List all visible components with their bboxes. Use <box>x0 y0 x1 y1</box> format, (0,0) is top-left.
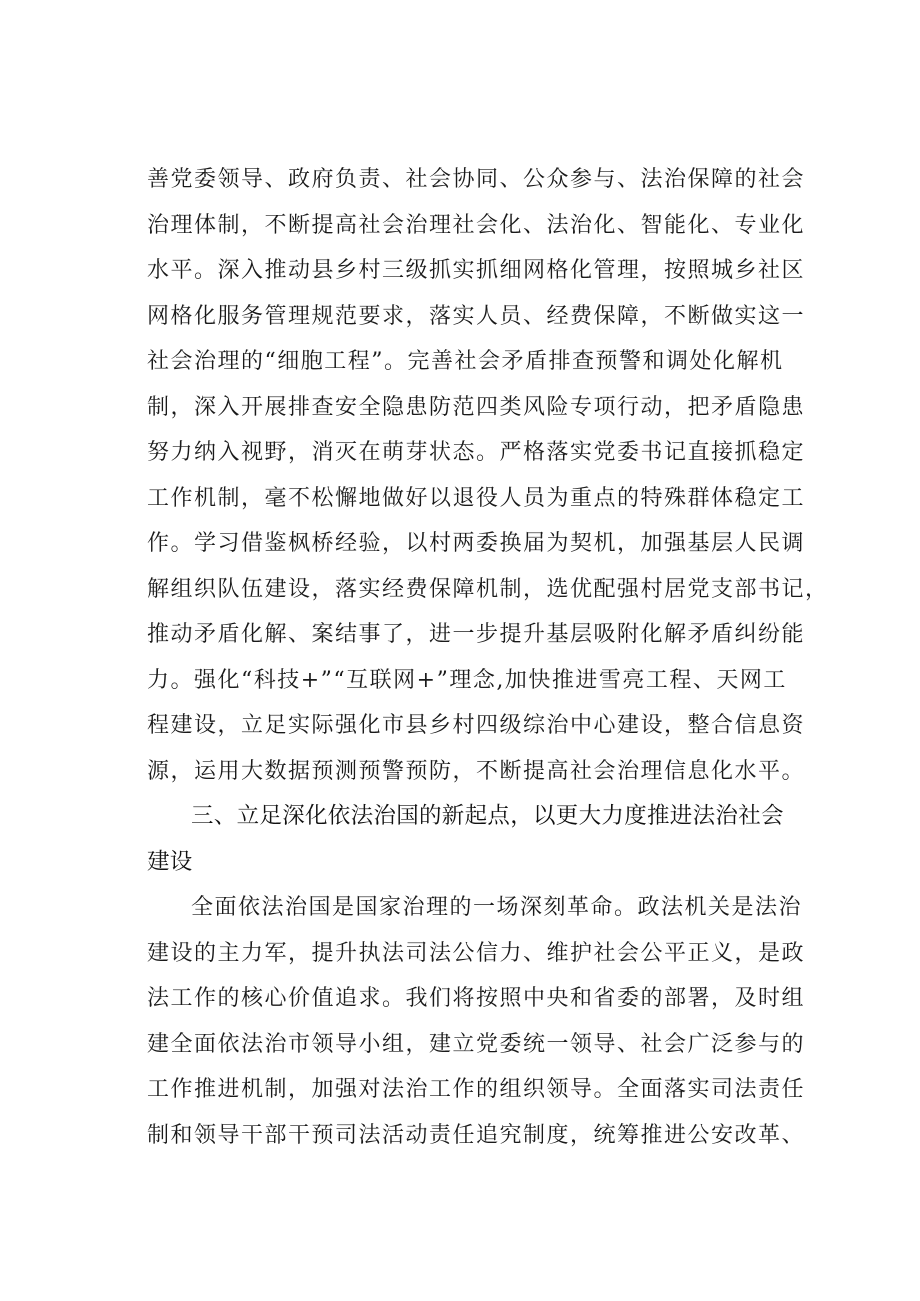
text-line: 水平。深入推动县乡村三级抓实抓细网格化管理，按照城乡社区 <box>147 258 806 283</box>
text-line: 力。强化“科技+”“互联网+”理念,加快推进雪亮工程、天网工 <box>147 667 787 693</box>
text-line: 网格化服务管理规范要求，落实人员、经费保障，不断做实这一 <box>147 303 806 329</box>
paragraph-social-governance <box>147 157 829 794</box>
section-heading-3 <box>147 794 807 885</box>
text-line: 程建设，立足实际强化市县乡村四级综治中心建设，整合信息资 <box>147 713 806 738</box>
text-line: 善党委领导、政府负责、社会协同、公众参与、法治保障的社会 <box>147 167 806 192</box>
text-line: 作。学习借鉴枫桥经验，以村两委换届为契机，加强基层人民调 <box>147 531 806 556</box>
text-line: 解组织队伍建设，落实经费保障机制，选优配强村居党支部书记， <box>147 576 829 602</box>
text-line: 源，运用大数据预测预警预防，不断提高社会治理信息化水平。 <box>147 758 806 784</box>
text-line: 法工作的核心价值追求。我们将按照中央和省委的部署，及时组 <box>147 986 806 1011</box>
text-line: 工作推进机制，加强对法治工作的组织领导。全面落实司法责任 <box>147 1077 806 1102</box>
heading-line: 三、立足深化依法治国的新起点，以更大力度推进法治社会 <box>191 803 784 829</box>
text-line: 制，深入开展排查安全隐患防范四类风险专项行动，把矛盾隐患 <box>147 394 806 420</box>
text-line: 建全面依法治市领导小组，建立党委统一领导、社会广泛参与的 <box>147 1031 806 1057</box>
document-body <box>147 157 829 1158</box>
text-line: 制和领导干部干预司法活动责任追究制度，统筹推进公安改革、 <box>147 1122 806 1148</box>
text-line: 全面依法治国是国家治理的一场深刻革命。政法机关是法治 <box>191 895 803 920</box>
text-line: 社会治理的“细胞工程”。完善社会矛盾排查预警和调处化解机 <box>147 349 784 374</box>
text-line: 建设的主力军，提升执法司法公信力、维护社会公平正义，是政 <box>147 940 806 966</box>
text-line: 推动矛盾化解、案结事了，进一步提升基层吸附化解矛盾纠纷能 <box>147 622 806 647</box>
text-line: 工作机制，毫不松懈地做好以退役人员为重点的特殊群体稳定工 <box>147 485 806 511</box>
paragraph-rule-of-law <box>147 885 807 1158</box>
text-line: 治理体制，不断提高社会治理社会化、法治化、智能化、专业化 <box>147 212 806 238</box>
heading-line: 建设 <box>147 848 193 875</box>
text-line: 努力纳入视野，消灭在萌芽状态。严格落实党委书记直接抓稳定 <box>147 440 806 465</box>
